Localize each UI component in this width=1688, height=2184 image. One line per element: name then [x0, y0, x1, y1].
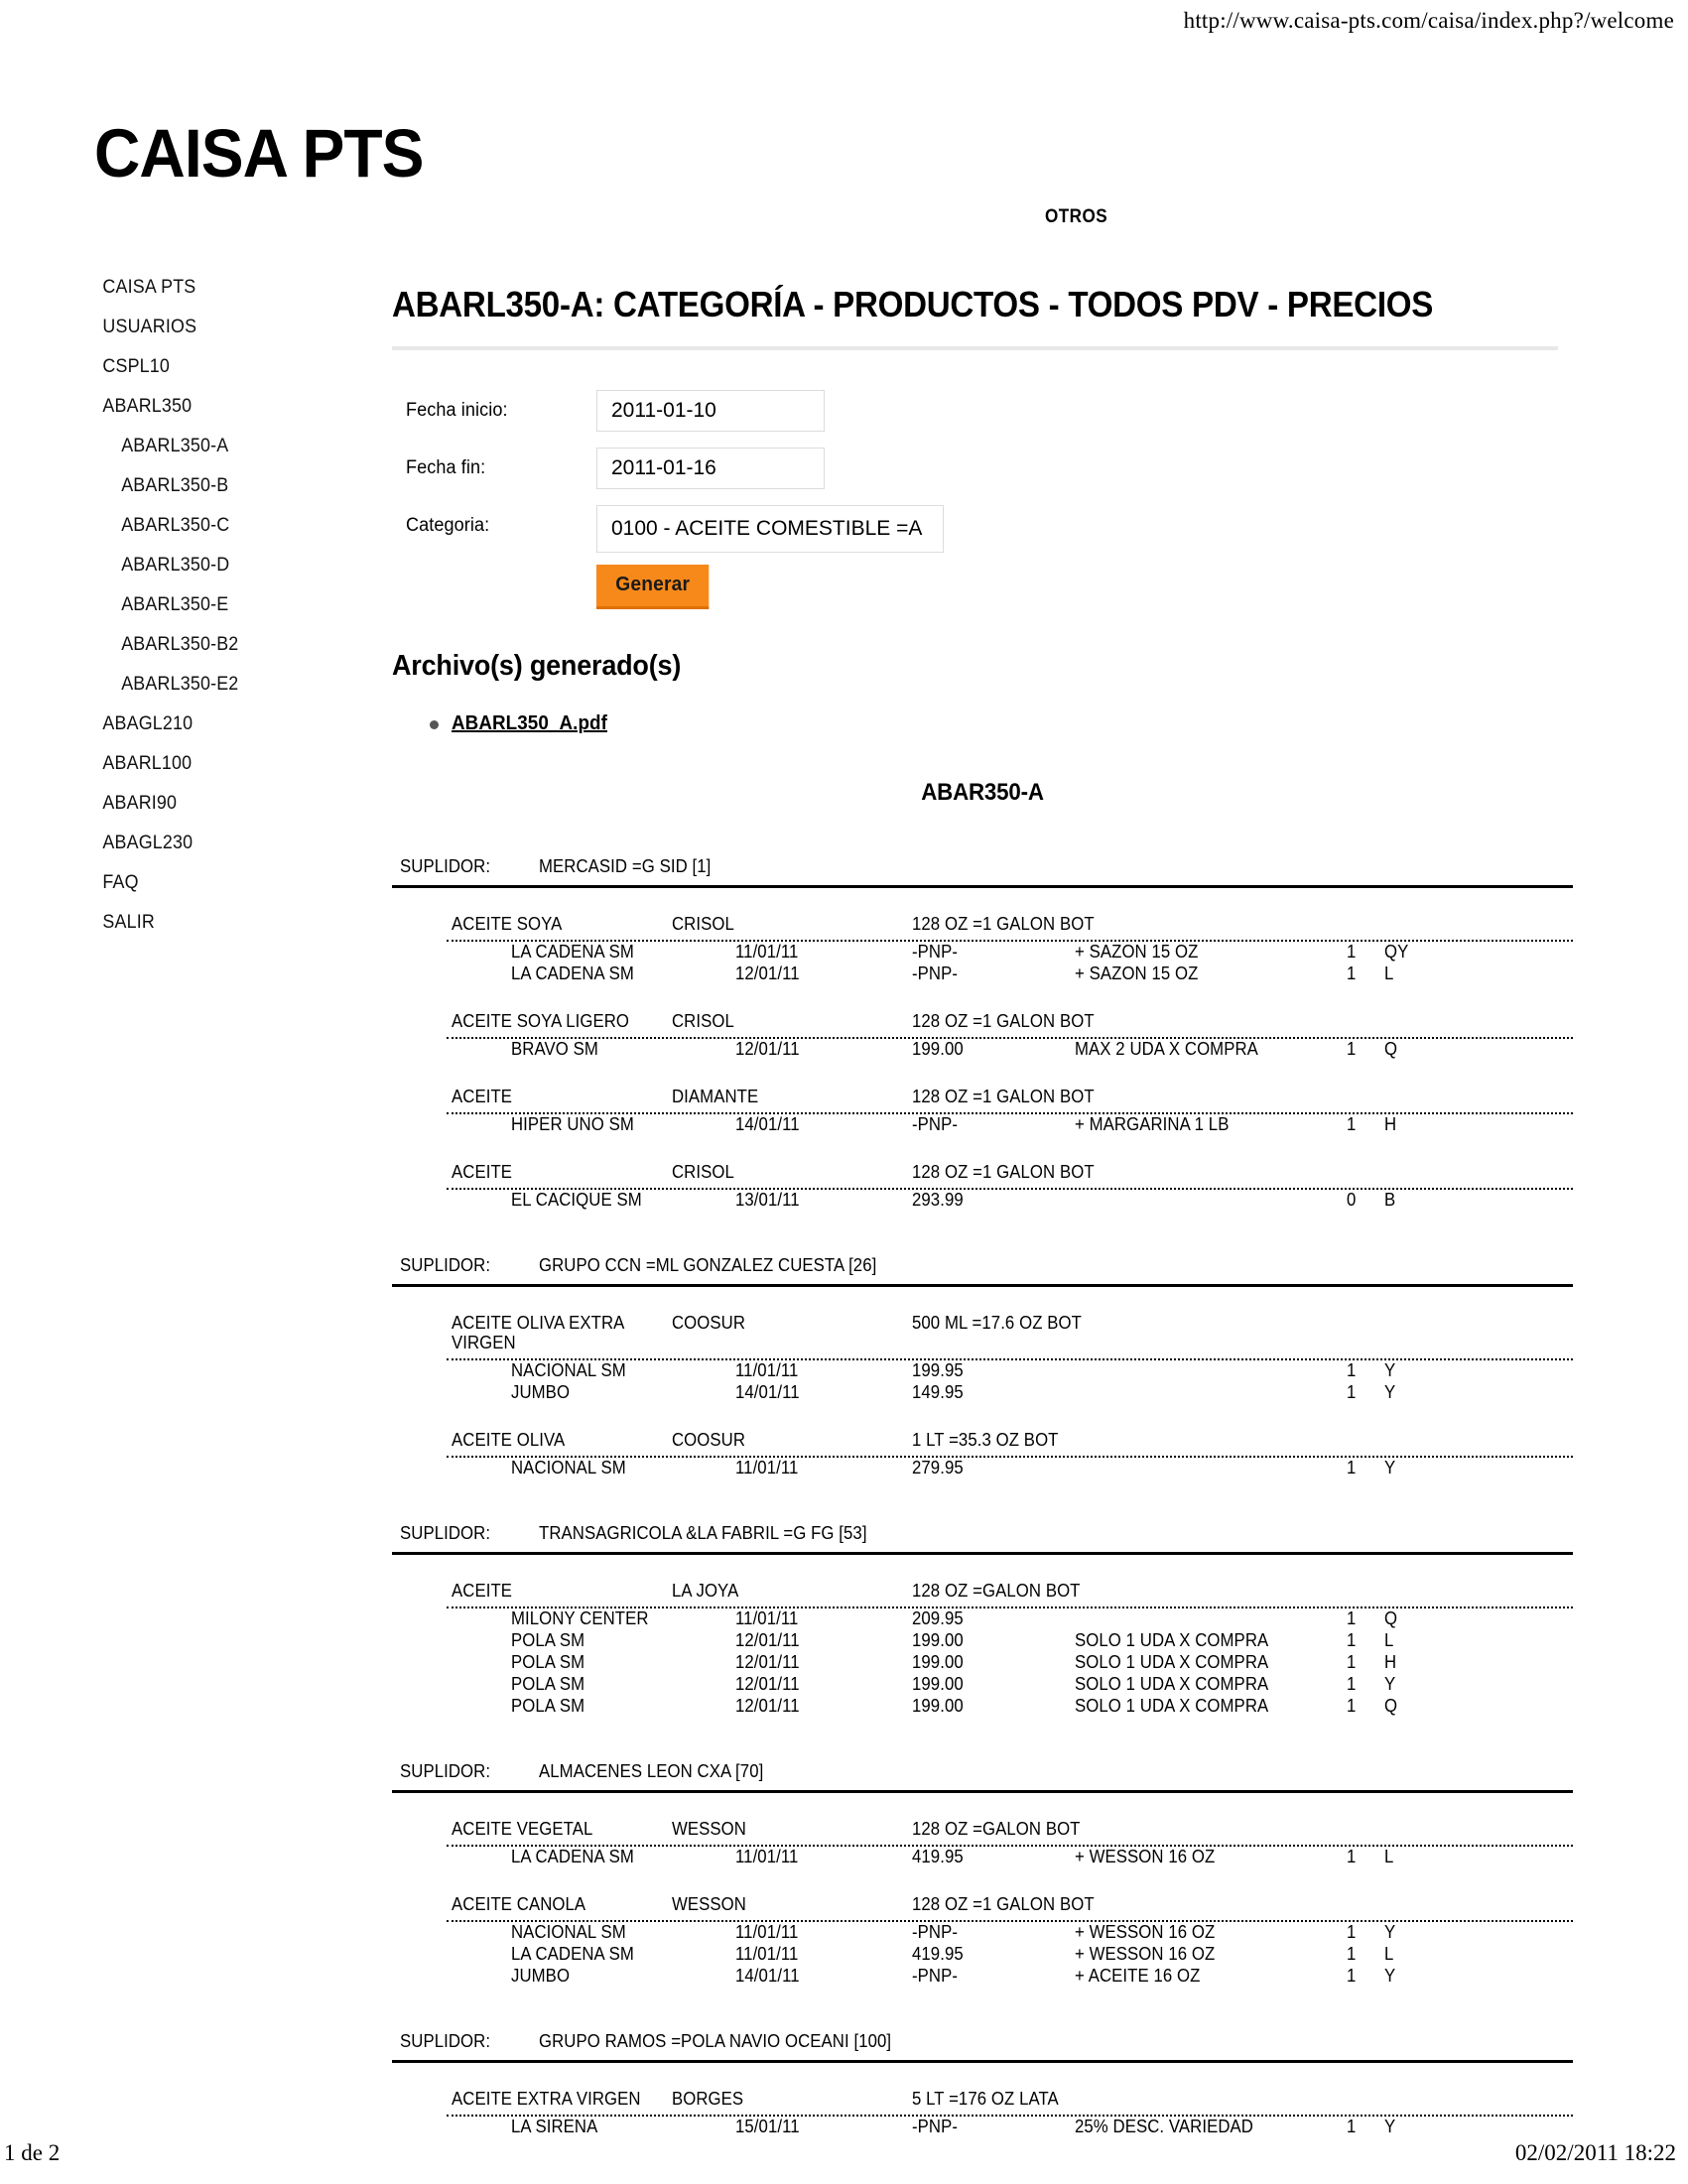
quantity-cell: 1 [1347, 1674, 1357, 1694]
form-row-categoria [392, 505, 1573, 551]
supplier-name: MERCASID =G SID [1] [539, 856, 712, 876]
product-size: 128 OZ =1 GALON BOT [912, 1011, 1095, 1031]
product-name: ACEITE OLIVA EXTRA [452, 1313, 625, 1333]
product-header [392, 1011, 1573, 1035]
fecha-fin-label: Fecha fin: [406, 457, 486, 479]
print-footer-timestamp: 02/02/2011 18:22 [1514, 2140, 1676, 2165]
store-cell: LA CADENA SM [511, 1847, 634, 1866]
product-name: ACEITE [452, 1162, 513, 1182]
table-row [392, 1190, 1573, 1212]
price-cell: 209.95 [912, 1608, 964, 1628]
product-size: 5 LT =176 OZ LATA [912, 2089, 1059, 2109]
sidebar-item-faq[interactable]: FAQ [102, 872, 139, 893]
quantity-cell: 1 [1347, 1847, 1357, 1866]
code-cell: L [1384, 1847, 1394, 1866]
product-header [392, 1313, 1573, 1356]
product-size: 1 LT =35.3 OZ BOT [912, 1430, 1059, 1450]
quantity-cell: 1 [1347, 964, 1357, 983]
code-cell: B [1384, 1190, 1396, 1210]
quantity-cell: 1 [1347, 1922, 1357, 1942]
product-header [392, 1430, 1573, 1454]
product-header [392, 1581, 1573, 1605]
product-header [392, 914, 1573, 938]
sidebar-item-abarl350-a[interactable]: ABARL350-A [121, 436, 229, 456]
product-size: 128 OZ =1 GALON BOT [912, 1162, 1095, 1182]
supplier-name: GRUPO CCN =ML GONZALEZ CUESTA [26] [539, 1255, 877, 1275]
table-row [392, 1608, 1573, 1630]
store-cell: LA CADENA SM [511, 942, 634, 962]
product-brand: COOSUR [672, 1313, 746, 1333]
store-cell: HIPER UNO SM [511, 1114, 634, 1134]
price-cell: -PNP- [912, 1922, 959, 1942]
supplier-divider [392, 2060, 1573, 2063]
code-cell: H [1384, 1114, 1397, 1134]
code-cell: Q [1384, 1039, 1398, 1059]
sidebar-item-abagl210[interactable]: ABAGL210 [102, 713, 194, 734]
generated-file-link[interactable]: ABARL350_A.pdf [452, 712, 607, 735]
product-header [392, 2089, 1573, 2113]
code-cell: L [1384, 1630, 1394, 1650]
product-size: 128 OZ =GALON BOT [912, 1819, 1081, 1839]
code-cell: Y [1384, 1360, 1396, 1380]
form-row-fecha-fin [392, 448, 1573, 493]
note-cell: SOLO 1 UDA X COMPRA [1075, 1674, 1269, 1694]
product-group [392, 1162, 1573, 1212]
product-size: 128 OZ =GALON BOT [912, 1581, 1081, 1601]
product-name: ACEITE CANOLA [452, 1894, 586, 1914]
product-header [392, 1819, 1573, 1843]
print-header-url: http://www.caisa-pts.com/caisa/index.php?/welcome [1183, 8, 1674, 33]
quantity-cell: 1 [1347, 1966, 1357, 1986]
supplier-header [392, 2031, 1573, 2057]
date-cell: 12/01/11 [735, 1652, 800, 1672]
product-brand: LA JOYA [672, 1581, 739, 1601]
date-cell: 13/01/11 [735, 1190, 800, 1210]
spacer [392, 1718, 1573, 1751]
note-cell: + WESSON 16 OZ [1075, 1944, 1216, 1964]
product-name: ACEITE VEGETAL [452, 1819, 593, 1839]
report-title: ABAR350-A [921, 779, 1044, 806]
quantity-cell: 1 [1347, 1696, 1357, 1716]
supplier-header [392, 1761, 1573, 1787]
product-group [392, 1011, 1573, 1061]
store-cell: NACIONAL SM [511, 1922, 626, 1942]
date-cell: 14/01/11 [735, 1966, 800, 1986]
supplier-block [392, 2031, 1573, 2172]
price-cell: -PNP- [912, 964, 959, 983]
code-cell: Y [1384, 1458, 1396, 1477]
store-cell: EL CACIQUE SM [511, 1190, 642, 1210]
quantity-cell: 1 [1347, 1114, 1357, 1134]
store-cell: JUMBO [511, 1966, 571, 1986]
note-cell: + ACEITE 16 OZ [1075, 1966, 1201, 1986]
table-row [392, 1696, 1573, 1718]
table-row [392, 1114, 1573, 1136]
table-row [392, 1674, 1573, 1696]
main-content [392, 263, 1573, 735]
sidebar-item-abagl230[interactable]: ABAGL230 [102, 833, 194, 853]
price-cell: 199.00 [912, 1630, 964, 1650]
note-cell: + MARGARINA 1 LB [1075, 1114, 1230, 1134]
code-cell: H [1384, 1652, 1397, 1672]
product-brand: CRISOL [672, 1162, 734, 1182]
product-group [392, 1581, 1573, 1718]
spacer [392, 1988, 1573, 2021]
price-cell: 199.00 [912, 1039, 964, 1059]
product-name: ACEITE SOYA [452, 914, 563, 934]
sidebar-item-abarl350-e[interactable]: ABARL350-E [121, 594, 229, 615]
quantity-cell: 1 [1347, 2117, 1357, 2136]
note-cell: SOLO 1 UDA X COMPRA [1075, 1652, 1269, 1672]
code-cell: Y [1384, 1382, 1396, 1402]
price-cell: 199.00 [912, 1652, 964, 1672]
quantity-cell: 1 [1347, 1608, 1357, 1628]
price-cell: -PNP- [912, 2117, 959, 2136]
code-cell: Y [1384, 1922, 1396, 1942]
note-cell: 25% DESC. VARIEDAD [1075, 2117, 1253, 2136]
supplier-header [392, 1255, 1573, 1281]
quantity-cell: 1 [1347, 1382, 1357, 1402]
supplier-name: ALMACENES LEON CXA [70] [539, 1761, 764, 1781]
note-cell: + SAZON 15 OZ [1075, 964, 1199, 983]
table-row [392, 1944, 1573, 1966]
date-cell: 12/01/11 [735, 1039, 800, 1059]
code-cell: Y [1384, 1966, 1396, 1986]
price-cell: 199.00 [912, 1674, 964, 1694]
note-cell: + WESSON 16 OZ [1075, 1847, 1216, 1866]
date-cell: 12/01/11 [735, 1696, 800, 1716]
product-name: ACEITE [452, 1581, 513, 1601]
supplier-label: SUPLIDOR: [400, 1761, 491, 1781]
store-cell: POLA SM [511, 1696, 585, 1716]
sidebar-item-cspl10[interactable]: CSPL10 [102, 356, 171, 377]
product-brand: WESSON [672, 1894, 746, 1914]
store-cell: LA CADENA SM [511, 1944, 634, 1964]
categoria-select[interactable]: 0100 - ACEITE COMESTIBLE =A [596, 505, 944, 553]
date-cell: 12/01/11 [735, 964, 800, 983]
fecha-inicio-label: Fecha inicio: [406, 400, 508, 422]
store-cell: MILONY CENTER [511, 1608, 649, 1628]
note-cell: SOLO 1 UDA X COMPRA [1075, 1630, 1269, 1650]
date-cell: 11/01/11 [735, 942, 799, 962]
note-cell: SOLO 1 UDA X COMPRA [1075, 1696, 1269, 1716]
store-cell: NACIONAL SM [511, 1458, 626, 1477]
product-brand: BORGES [672, 2089, 744, 2109]
supplier-name: GRUPO RAMOS =POLA NAVIO OCEANI [100] [539, 2031, 892, 2051]
price-cell: 149.95 [912, 1382, 964, 1402]
store-cell: LA CADENA SM [511, 964, 634, 983]
spacer [392, 1479, 1573, 1513]
note-cell: + SAZON 15 OZ [1075, 942, 1199, 962]
sidebar-item-salir[interactable]: SALIR [102, 912, 155, 933]
sidebar-item-abarl350[interactable]: ABARL350 [102, 396, 193, 417]
fecha-inicio-input[interactable]: 2011-01-10 [596, 390, 825, 432]
supplier-header [392, 1523, 1573, 1549]
quantity-cell: 1 [1347, 1360, 1357, 1380]
code-cell: L [1384, 964, 1394, 983]
supplier-divider [392, 1552, 1573, 1555]
price-cell: -PNP- [912, 1966, 959, 1986]
date-cell: 11/01/11 [735, 1608, 799, 1628]
supplier-label: SUPLIDOR: [400, 1523, 491, 1543]
report-document [392, 779, 1573, 2182]
date-cell: 12/01/11 [735, 1674, 800, 1694]
product-group [392, 1430, 1573, 1479]
product-brand: CRISOL [672, 914, 734, 934]
product-name: ACEITE SOYA LIGERO [452, 1011, 630, 1031]
store-cell: POLA SM [511, 1652, 585, 1672]
quantity-cell: 0 [1347, 1190, 1357, 1210]
price-cell: -PNP- [912, 942, 959, 962]
code-cell: Y [1384, 2117, 1396, 2136]
sidebar-item-abari90[interactable]: ABARI90 [102, 793, 178, 814]
quantity-cell: 1 [1347, 1039, 1357, 1059]
spacer [392, 2138, 1573, 2172]
table-row [392, 1360, 1573, 1382]
code-cell: Q [1384, 1608, 1398, 1628]
supplier-block [392, 1523, 1573, 1751]
note-cell: + WESSON 16 OZ [1075, 1922, 1216, 1942]
table-row [392, 1966, 1573, 1988]
spacer [392, 1212, 1573, 1245]
table-row [392, 942, 1573, 964]
product-group [392, 2089, 1573, 2138]
product-group [392, 1819, 1573, 1868]
form-row-fecha-inicio [392, 390, 1573, 436]
price-cell: 293.99 [912, 1190, 964, 1210]
sidebar-item-abarl350-d[interactable]: ABARL350-D [121, 555, 230, 576]
supplier-divider [392, 1284, 1573, 1287]
report-parameters-form [392, 390, 1573, 596]
store-cell: POLA SM [511, 1674, 585, 1694]
supplier-label: SUPLIDOR: [400, 856, 491, 876]
table-row [392, 1458, 1573, 1479]
price-cell: 279.95 [912, 1458, 964, 1477]
product-group [392, 914, 1573, 985]
sidebar-item-abarl100[interactable]: ABARL100 [102, 753, 193, 774]
top-nav-otros[interactable]: OTROS [1045, 206, 1108, 227]
price-cell: 419.95 [912, 1847, 964, 1866]
product-name: ACEITE EXTRA VIRGEN [452, 2089, 641, 2109]
product-name-line2: VIRGEN [452, 1333, 516, 1352]
brand-title: CAISA PTS [94, 115, 424, 192]
supplier-divider [392, 1790, 1573, 1793]
quantity-cell: 1 [1347, 1458, 1357, 1477]
product-brand: CRISOL [672, 1011, 734, 1031]
sidebar-item-abarl350-b[interactable]: ABARL350-B [121, 475, 229, 496]
date-cell: 15/01/11 [735, 2117, 800, 2136]
product-header [392, 1087, 1573, 1110]
table-row [392, 1922, 1573, 1944]
sidebar-item-caisa-pts[interactable]: CAISA PTS [102, 277, 196, 298]
product-brand: WESSON [672, 1819, 746, 1839]
product-size: 128 OZ =1 GALON BOT [912, 1894, 1095, 1914]
product-size: 128 OZ =1 GALON BOT [912, 1087, 1095, 1106]
product-name: ACEITE [452, 1087, 513, 1106]
product-brand: COOSUR [672, 1430, 746, 1450]
store-cell: POLA SM [511, 1630, 585, 1650]
store-cell: NACIONAL SM [511, 1360, 626, 1380]
price-cell: 199.95 [912, 1360, 964, 1380]
product-size: 128 OZ =1 GALON BOT [912, 914, 1095, 934]
date-cell: 11/01/11 [735, 1944, 799, 1964]
date-cell: 14/01/11 [735, 1382, 800, 1402]
date-cell: 12/01/11 [735, 1630, 800, 1650]
supplier-name: TRANSAGRICOLA &LA FABRIL =G FG [53] [539, 1523, 867, 1543]
report-body [392, 856, 1573, 2172]
sidebar-item-abarl350-b2[interactable]: ABARL350-B2 [121, 634, 239, 655]
product-header [392, 1894, 1573, 1918]
date-cell: 11/01/11 [735, 1922, 799, 1942]
code-cell: L [1384, 1944, 1394, 1964]
sidebar-item-abarl350-c[interactable]: ABARL350-C [121, 515, 230, 536]
price-cell: 199.00 [912, 1696, 964, 1716]
product-group [392, 1894, 1573, 1988]
supplier-block [392, 1761, 1573, 2021]
product-header [392, 1162, 1573, 1186]
store-cell: LA SIRENA [511, 2117, 598, 2136]
product-size: 500 ML =17.6 OZ BOT [912, 1313, 1082, 1333]
archivos-generados-heading: Archivo(s) generado(s) [392, 650, 682, 683]
supplier-block [392, 856, 1573, 1245]
quantity-cell: 1 [1347, 942, 1357, 962]
date-cell: 14/01/11 [735, 1114, 800, 1134]
page-title: ABARL350-A: CATEGORÍA - PRODUCTOS - TODOS PDV - PRECIOS [392, 284, 1434, 325]
table-row [392, 2117, 1573, 2138]
code-cell: QY [1384, 942, 1409, 962]
supplier-header [392, 856, 1573, 882]
code-cell: Y [1384, 1674, 1396, 1694]
quantity-cell: 1 [1347, 1652, 1357, 1672]
sidebar-item-abarl350-e2[interactable]: ABARL350-E2 [121, 674, 239, 695]
price-cell: 419.95 [912, 1944, 964, 1964]
quantity-cell: 1 [1347, 1630, 1357, 1650]
store-cell: BRAVO SM [511, 1039, 598, 1059]
print-footer-page: 1 de 2 [4, 2140, 61, 2165]
fecha-fin-input[interactable]: 2011-01-16 [596, 448, 825, 489]
quantity-cell: 1 [1347, 1944, 1357, 1964]
supplier-label: SUPLIDOR: [400, 2031, 491, 2051]
table-row [392, 964, 1573, 985]
form-row-actions [392, 565, 1573, 610]
list-item [452, 712, 1573, 735]
generar-button[interactable]: Generar [596, 565, 709, 609]
code-cell: Q [1384, 1696, 1398, 1716]
date-cell: 11/01/11 [735, 1458, 799, 1477]
product-name: ACEITE OLIVA [452, 1430, 566, 1450]
product-group [392, 1313, 1573, 1404]
sidebar-item-usuarios[interactable]: USUARIOS [102, 317, 197, 337]
categoria-label: Categoria: [406, 515, 490, 537]
price-cell: -PNP- [912, 1114, 959, 1134]
supplier-divider [392, 885, 1573, 888]
table-row [392, 1039, 1573, 1061]
supplier-block [392, 1255, 1573, 1513]
date-cell: 11/01/11 [735, 1360, 799, 1380]
sidebar [0, 278, 268, 953]
table-row [392, 1652, 1573, 1674]
supplier-label: SUPLIDOR: [400, 1255, 491, 1275]
product-group [392, 1087, 1573, 1136]
date-cell: 11/01/11 [735, 1847, 799, 1866]
table-row [392, 1630, 1573, 1652]
generated-file-list [392, 712, 1573, 735]
store-cell: JUMBO [511, 1382, 571, 1402]
product-brand: DIAMANTE [672, 1087, 759, 1106]
note-cell: MAX 2 UDA X COMPRA [1075, 1039, 1258, 1059]
table-row [392, 1847, 1573, 1868]
title-divider [392, 346, 1558, 350]
table-row [392, 1382, 1573, 1404]
